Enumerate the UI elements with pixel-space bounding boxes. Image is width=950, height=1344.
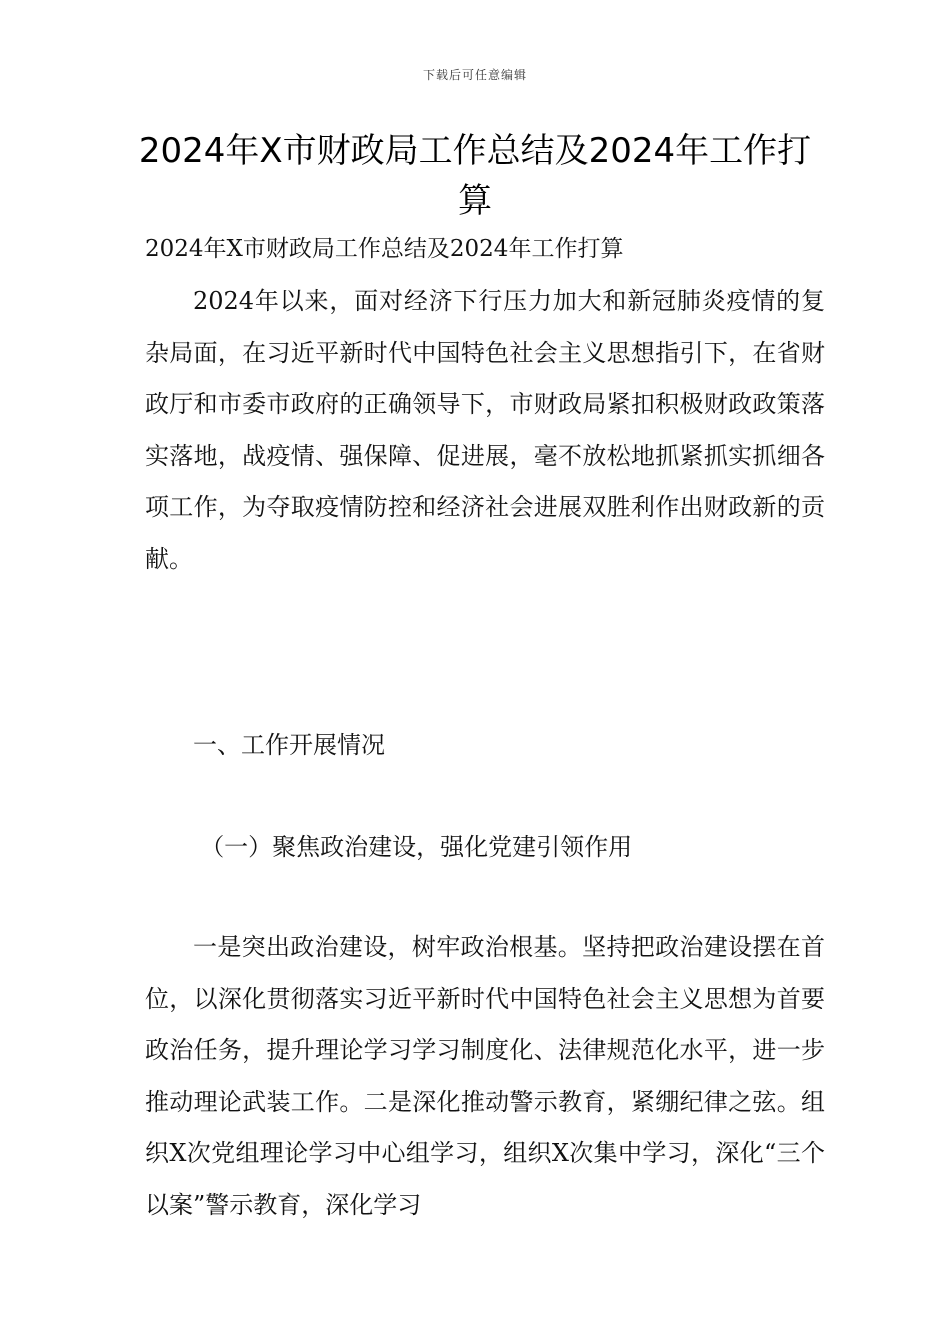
header-note: 下载后可任意编辑: [422, 68, 527, 82]
document-title: 2024年X市财政局工作总结及2024年工作打算: [138, 131, 812, 221]
section-heading: 一、工作开展情况: [193, 731, 385, 759]
document-subtitle: 2024年X市财政局工作总结及2024年工作打算: [145, 236, 624, 262]
intro-paragraph: 2024年以来，面对经济下行压力加大和新冠肺炎疫情的复杂局面，在习近平新时代中国特色社会主义思想指引下，在省财政厅和市委市政府的正确领导下，市财政局紧扣积极财政政策落实落地，战疫情、强保障、促进展，毫不放松地抓紧抓实抓细各项工作，为夺取疫情防控和经济社会进展双胜利作出财政新的贡献。: [145, 287, 825, 573]
body-paragraph: 一是突出政治建设，树牢政治根基。坚持把政治建设摆在首位，以深化贯彻落实习近平新时代中国特色社会主义思想为首要政治任务，提升理论学习学习制度化、法律规范化水平，进一步推动理论武装工作。二是深化推动警示教育，紧绷纪律之弦。组织X次党组理论学习中心组学习，组织X次集中学习，深化“三个以案”警示教育，深化学习: [145, 933, 825, 1219]
subsection-heading: （一）聚焦政治建设，强化党建引领作用: [200, 833, 633, 861]
